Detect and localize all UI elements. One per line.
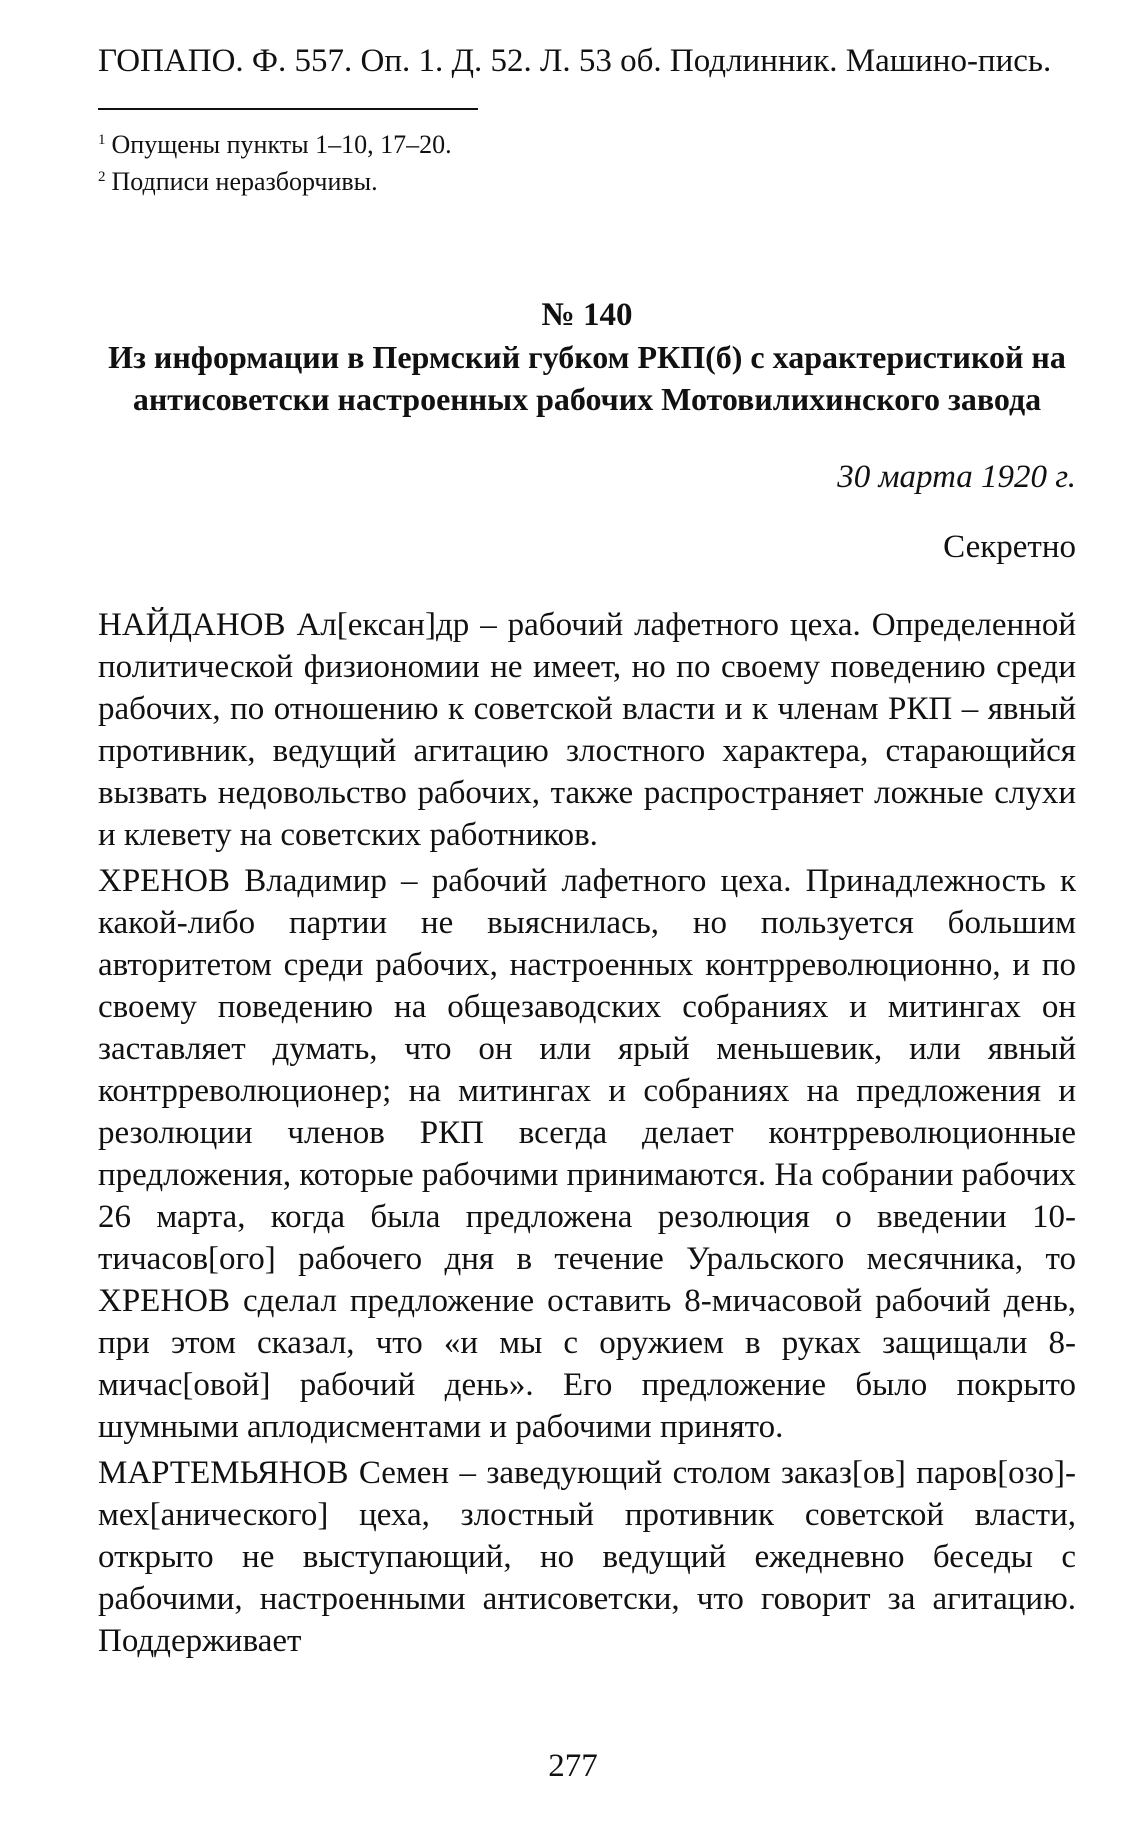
footnotes: [98, 124, 1076, 198]
footnote-text: Подписи неразборчивы.: [111, 167, 378, 196]
document-page: [98, 40, 1076, 1666]
footnote-mark: 1: [98, 132, 106, 148]
footnote-2: [98, 161, 1076, 198]
paragraph-martemyanov: МАРТЕМЬЯНОВ Семен – заведующий столом заказ[ов] паров[озо]-мех[анического] цеха, злостный противник советской власти, открыто не выступающий, но ведущий ежедневно беседы с рабочими, настроенными антисоветски, что говорит за агитацию. Поддерживает: [98, 1455, 1076, 1659]
document-title: Из информации в Пермский губком РКП(б) с характеристикой на антисоветски настроенных рабочих Мотовилихинского завода: [108, 339, 1066, 417]
classification-mark: Секретно: [943, 529, 1076, 565]
archival-source-note: ГОПАПО. Ф. 557. Оп. 1. Д. 52. Л. 53 об. Подлинник. Машино-пись.: [98, 43, 1052, 79]
paragraph-naidanov: НАЙДАНОВ Ал[ексан]др – рабочий лафетного цеха. Определенной политической физиономии не имеет, но по своему поведению среди рабочих, по отношению к советской власти и к членам РКП – явный противник, ведущий агитацию злостного характера, старающийся вызвать недовольство рабочих, также распространяет ложные слухи и клевету на советских работников.: [98, 607, 1076, 853]
paragraph-khrenov: ХРЕНОВ Владимир – рабочий лафетного цеха. Принадлежность к какой-либо партии не выяснилась, но пользуется большим авторитетом среди рабочих, настроенных контрреволюционно, и по своему поведению на общезаводских собраниях и митингах он заставляет думать, что он или ярый меньшевик, или явный контрреволюционер; на митингах и собраниях на предложения и резолюции членов РКП всегда делает контрреволюционные предложения, которые рабочими принимаются. На собрании рабочих 26 марта, когда была предложена резолюция о введении 10-тичасов[ого] рабочего дня в течение Уральского месячника, то ХРЕНОВ сделал предложение оставить 8-мичасовой рабочий день, при этом сказал, что «и мы с оружием в руках защищали 8-мичас[овой] рабочий день». Его предложение было покрыто шумными аплодисментами и рабочими принято.: [98, 863, 1076, 1445]
page-number: 277: [548, 1748, 598, 1784]
document-body: [98, 604, 1076, 1662]
document-date: 30 марта 1920 г.: [837, 459, 1076, 495]
document-number: № 140: [541, 297, 633, 333]
footnote-text: Опущены пункты 1–10, 17–20.: [111, 130, 452, 159]
footnote-mark: 2: [98, 169, 106, 185]
footnote-divider: [98, 108, 478, 110]
footnote-1: [98, 124, 1076, 161]
